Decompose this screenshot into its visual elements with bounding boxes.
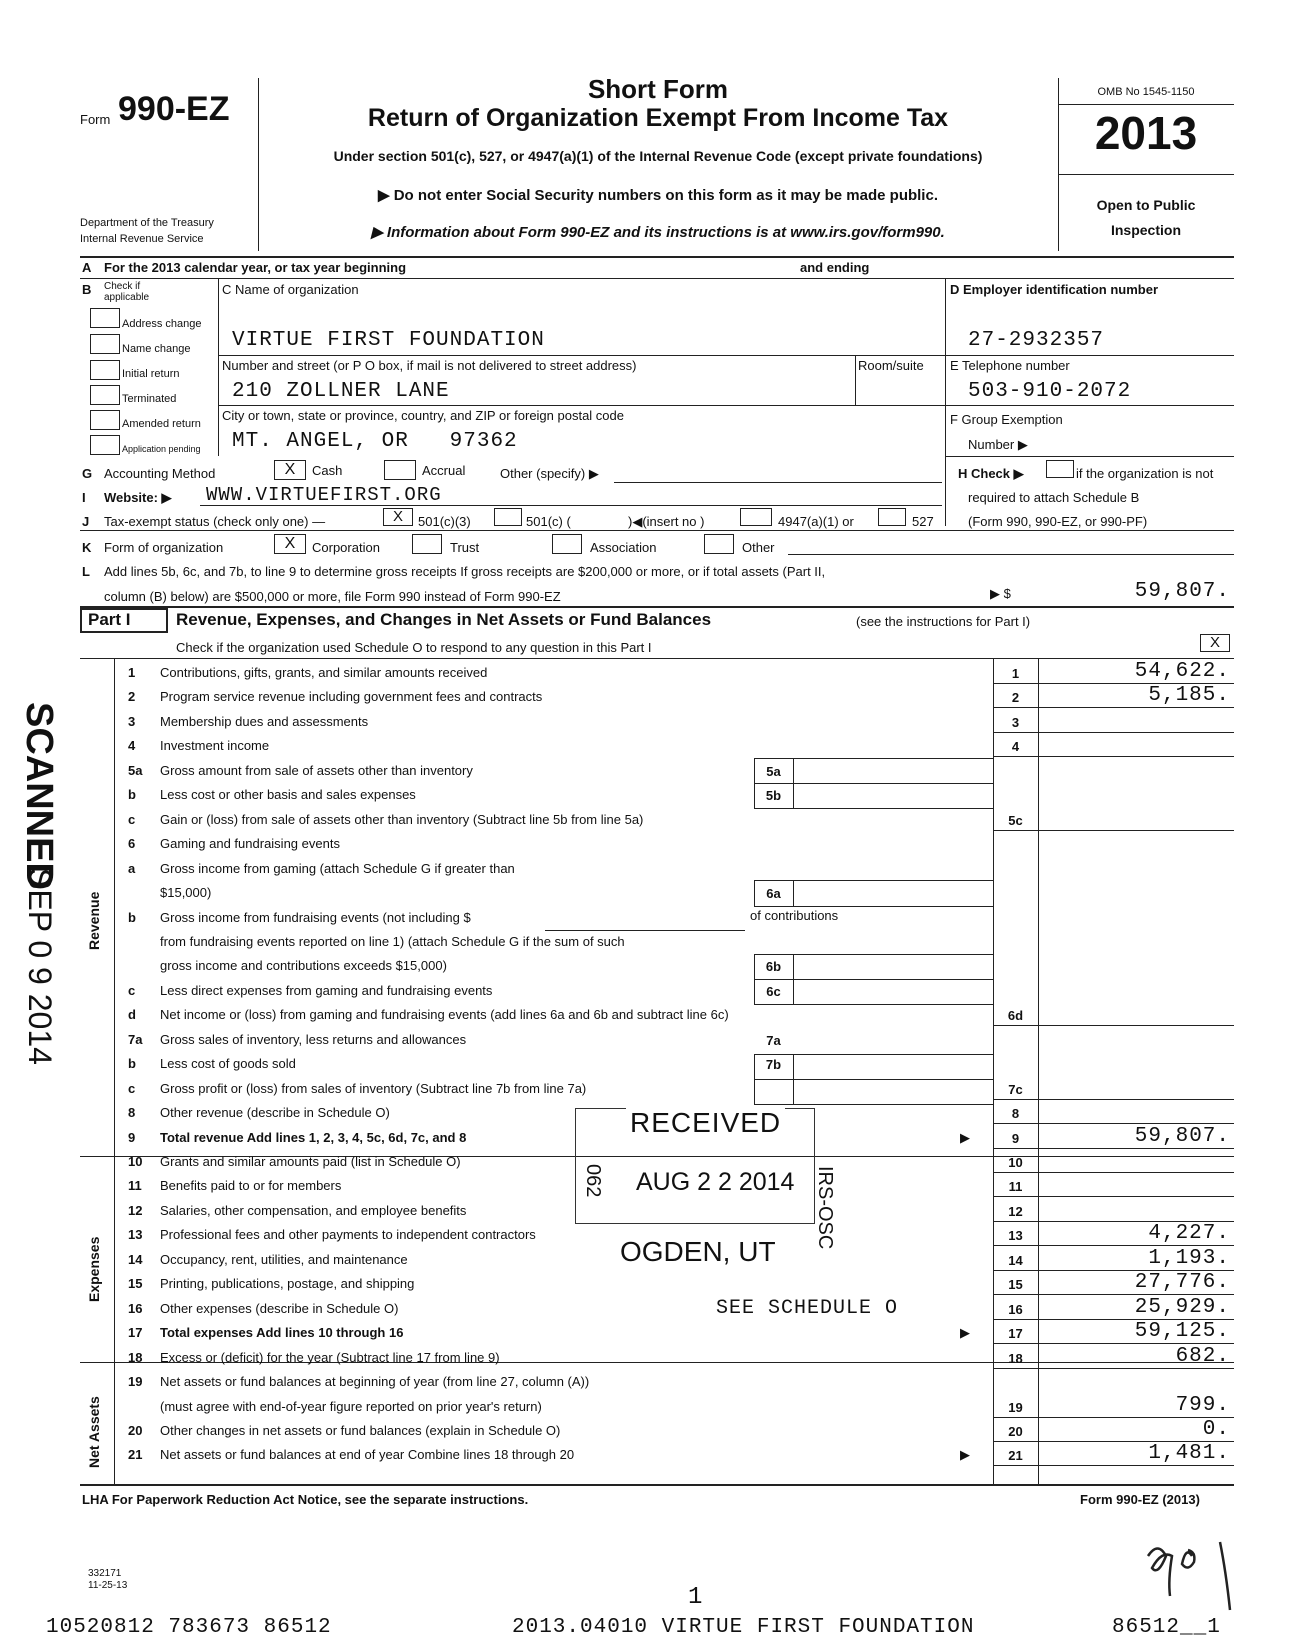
line-text: gross income and contributions exceeds $15,000) (160, 958, 447, 973)
line-text: Occupancy, rent, utilities, and maintenance (160, 1252, 408, 1267)
line-text: Total expenses Add lines 10 through 16 (160, 1325, 404, 1340)
line-number: 12 (128, 1203, 143, 1218)
city-state-zip[interactable]: MT. ANGEL, OR 97362 (232, 430, 518, 453)
form-prefix: Form (80, 112, 111, 127)
line-text: Other revenue (describe in Schedule O) (160, 1105, 390, 1120)
scanned-date: SEP 0 9 2014 (22, 868, 58, 1065)
line-number: 10 (128, 1154, 143, 1169)
line-amount[interactable]: 4,227. (1148, 1222, 1230, 1245)
line-arrow: ▶ (960, 1325, 970, 1340)
line-separator (993, 1172, 1234, 1173)
open-public-2: Inspection (1110, 222, 1181, 238)
sub-line-amount-field[interactable] (796, 955, 992, 975)
line-a-label: A (82, 260, 92, 275)
527-checkbox[interactable] (878, 508, 906, 526)
line-separator (993, 732, 1234, 733)
line-amount[interactable]: 54,622. (1134, 660, 1230, 683)
line-separator (993, 1148, 1234, 1149)
sub-line-box: 6b (765, 959, 782, 974)
line-text: Other changes in net assets or fund balances (explain in Schedule O) (160, 1423, 561, 1438)
sub-line-amount-field[interactable] (796, 980, 992, 1000)
line-number: c (128, 983, 136, 998)
line-number: 18 (128, 1350, 143, 1365)
501c-label: 501(c) ( (526, 514, 571, 529)
line-number: 1 (128, 665, 136, 680)
accrual-label: Accrual (422, 463, 466, 478)
phone-label: E Telephone number (950, 358, 1070, 373)
line-number: 16 (128, 1301, 143, 1316)
insert-no-label: )◀(insert no ) (628, 514, 705, 529)
line-number: 6 (128, 836, 136, 851)
527-label: 527 (912, 514, 934, 529)
schedule-o-checkbox[interactable]: X (1200, 634, 1230, 652)
group-exemption-label: F Group Exemption (950, 412, 1063, 427)
stamp-code-right: IRS-OSC (814, 1166, 836, 1250)
omb-number: OMB No 1545-1150 (1097, 86, 1195, 98)
cash-checkbox[interactable]: X (274, 460, 306, 480)
line-number: 13 (128, 1227, 143, 1242)
line-text: Other expenses (describe in Schedule O) (160, 1301, 399, 1316)
line-h-text-3: (Form 990, 990-EZ, or 990-PF) (968, 514, 1148, 529)
check-if-applicable: Check if applicable (104, 281, 150, 303)
line-text: (must agree with end-of-year figure reported on prior year's return) (160, 1399, 542, 1414)
website-label: Website: ▶ (104, 490, 172, 505)
line-box-number: 6d (1007, 1008, 1024, 1023)
line-box-number: 9 (1011, 1131, 1020, 1146)
line-l-text-1: Add lines 5b, 6c, and 7b, to line 9 to determine gross receipts If gross receipts are $200,000 or more, or if total assets (Part II, (104, 564, 826, 579)
sub-line-box: 6c (766, 984, 781, 999)
line-text: Net income or (loss) from gaming and fundraising events (add lines 6a and 6b and subtract line 6c) (160, 1007, 729, 1022)
line-amount[interactable]: 0. (1202, 1418, 1230, 1441)
name-change-checkbox[interactable] (90, 334, 120, 354)
line-amount[interactable]: 59,807. (1134, 1125, 1230, 1148)
form-title: Return of Organization Exempt From Income Tax (367, 104, 949, 132)
line-text: Net assets or fund balances at beginning of year (from line 27, column (A)) (160, 1374, 590, 1389)
bottom-right-code: 86512__1 (1112, 1616, 1221, 1639)
line-extra-text: of contributions (750, 908, 839, 923)
sub-line-box: 5b (765, 788, 782, 803)
address-change-label: Address change (122, 318, 202, 330)
line-separator (993, 1099, 1234, 1100)
line-text: Gross sales of inventory, less returns and allowances (160, 1032, 467, 1047)
line-separator (993, 756, 1234, 757)
stamp-date: AUG 2 2 2014 (636, 1168, 795, 1196)
line-box-number: 12 (1008, 1204, 1023, 1219)
application-pending-checkbox[interactable] (90, 435, 120, 455)
sub-line-amount-field[interactable] (796, 760, 992, 780)
line-l-arrow: ▶ $ (990, 586, 1011, 601)
line-text: Gross profit or (loss) from sales of inventory (Subtract line 7b from line 7a) (160, 1081, 587, 1096)
line-text: Investment income (160, 738, 270, 753)
line-k-label: K (82, 540, 92, 555)
sub-line-amount-field[interactable] (796, 882, 992, 902)
line-box-number: 7c (1008, 1082, 1023, 1097)
side-label-net-assets: Net Assets (86, 1396, 102, 1468)
line-arrow: ▶ (960, 1130, 970, 1145)
line-text: Gross income from fundraising events (not including $ (160, 910, 471, 925)
gross-receipts-amount[interactable]: 59,807. (1134, 580, 1230, 603)
501c3-checkbox[interactable]: X (383, 508, 413, 526)
line-g-label: G (82, 466, 93, 481)
line-box-number: 13 (1008, 1228, 1023, 1243)
line-text: Contributions, gifts, grants, and similar amounts received (160, 665, 488, 680)
corporation-label: Corporation (312, 540, 380, 555)
side-label-revenue: Revenue (86, 891, 102, 950)
ein-value[interactable]: 27-2932357 (968, 329, 1105, 352)
line-h-text: if the organization is not (1076, 466, 1214, 481)
schedule-o-check-text: Check if the organization used Schedule O to respond to any question in this Part I (176, 640, 652, 655)
line-text: Excess or (deficit) for the year (Subtract line 17 from line 9) (160, 1350, 500, 1365)
initial-return-label: Initial return (122, 368, 180, 380)
city-label: City or town, state or province, country, and ZIP or foreign postal code (222, 408, 624, 423)
line-box-number: 8 (1011, 1106, 1020, 1121)
terminated-checkbox[interactable] (90, 385, 120, 405)
line-number: 3 (128, 714, 136, 729)
line-number: 15 (128, 1276, 143, 1291)
line-text: Total revenue Add lines 1, 2, 3, 4, 5c, 6d, 7c, and 8 (160, 1130, 467, 1145)
line-amount[interactable]: 59,125. (1134, 1320, 1230, 1343)
other-org-label: Other (742, 540, 775, 555)
part1-label: Part I (88, 610, 131, 629)
line-h-text-2: required to attach Schedule B (968, 490, 1140, 505)
handwritten-initials-icon (1128, 1536, 1238, 1616)
form-subtitle: Under section 501(c), 527, or 4947(a)(1) of the Internal Revenue Code (except private foundations) (333, 148, 983, 164)
line-box-number: 17 (1008, 1326, 1023, 1341)
ein-label: D Employer identification number (950, 282, 1159, 297)
line-box-number: 5c (1008, 813, 1023, 828)
lha-notice: LHA For Paperwork Reduction Act Notice, see the separate instructions. (82, 1492, 529, 1507)
4947-label: 4947(a)(1) or (778, 514, 854, 529)
line-text: Benefits paid to or for members (160, 1178, 342, 1193)
line-number: 20 (128, 1423, 143, 1438)
line-separator (993, 1465, 1234, 1466)
amended-return-label: Amended return (122, 418, 201, 430)
line-amount[interactable]: 1,193. (1148, 1247, 1230, 1270)
line-number: 8 (128, 1105, 136, 1120)
line-number: a (128, 861, 136, 876)
part1-title-note: (see the instructions for Part I) (856, 614, 1031, 629)
line-amount[interactable]: 799. (1175, 1394, 1230, 1417)
stamp-city: OGDEN, UT (616, 1236, 780, 1268)
scanned-word: SCANNED (18, 702, 60, 890)
footer-code-2: 11-25-13 (88, 1580, 128, 1591)
org-name[interactable]: VIRTUE FIRST FOUNDATION (232, 329, 545, 352)
line-a-text: For the 2013 calendar year, or tax year beginning (104, 260, 407, 275)
line-separator (993, 1123, 1234, 1124)
line-amount[interactable]: 25,929. (1134, 1296, 1230, 1319)
line-a-ending: and ending (800, 260, 870, 275)
line-amount[interactable]: 27,776. (1134, 1271, 1230, 1294)
terminated-label: Terminated (122, 393, 177, 405)
line-amount[interactable]: 5,185. (1148, 684, 1230, 707)
name-change-label: Name change (122, 343, 191, 355)
sub-line-box: 7a (766, 1033, 781, 1048)
line-text: Professional fees and other payments to independent contractors (160, 1227, 536, 1242)
room-suite-label: Room/suite (858, 358, 924, 373)
line-amount[interactable]: 682. (1175, 1345, 1230, 1368)
line-number: d (128, 1007, 136, 1022)
association-label: Association (590, 540, 657, 555)
line-text: Printing, publications, postage, and shipping (160, 1276, 415, 1291)
sub-line-box: 6a (766, 886, 781, 901)
line-separator (993, 1343, 1234, 1344)
line-note: SEE SCHEDULE O (716, 1297, 899, 1320)
4947-checkbox[interactable] (740, 508, 772, 526)
line-number: 21 (128, 1447, 143, 1462)
form-reference: Form 990-EZ (2013) (1080, 1492, 1200, 1507)
line-number: 17 (128, 1325, 143, 1340)
line-box-number: 3 (1011, 715, 1020, 730)
cash-label: Cash (312, 463, 343, 478)
org-name-label: C Name of organization (222, 282, 359, 297)
line-text: Gross income from gaming (attach Schedule G if greater than (160, 861, 515, 876)
line-text: Gain or (loss) from sale of assets other than inventory (Subtract line 5b from line 5a) (160, 812, 644, 827)
line-number: 11 (128, 1178, 142, 1193)
line-text: Less cost of goods sold (160, 1056, 296, 1071)
tax-year: 2013 (1094, 107, 1198, 159)
form-number: 990-EZ (118, 90, 230, 128)
line-separator (993, 1025, 1234, 1026)
sub-line-box: 7b (765, 1057, 782, 1072)
line-box-number: 10 (1008, 1155, 1023, 1170)
line-text: $15,000) (160, 885, 212, 900)
stamp-code-left: 062 (582, 1164, 604, 1198)
line-text: Less cost or other basis and sales expenses (160, 787, 416, 802)
dept-treasury: Department of the Treasury (80, 217, 214, 229)
line-box-number: 18 (1008, 1351, 1023, 1366)
schedule-b-checkbox[interactable] (1046, 460, 1074, 478)
line-box-number: 14 (1008, 1253, 1023, 1268)
amended-return-checkbox[interactable] (90, 410, 120, 430)
accrual-checkbox[interactable] (384, 460, 416, 480)
line-box-number: 20 (1008, 1424, 1023, 1439)
tax-exempt-status-label: Tax-exempt status (check only one) — (104, 514, 326, 529)
line-text: from fundraising events reported on line 1) (attach Schedule G if the sum of such (160, 934, 625, 949)
line-j-label: J (82, 514, 90, 529)
line-number: b (128, 787, 136, 802)
notice-info: ▶ Information about Form 990-EZ and its instructions is at www.irs.gov/form990. (371, 224, 945, 241)
line-amount[interactable]: 1,481. (1148, 1442, 1230, 1465)
form-title-short: Short Form (587, 74, 729, 104)
line-box-number: 4 (1011, 739, 1020, 754)
line-b-label: B (82, 282, 92, 297)
line-box-number: 19 (1008, 1400, 1023, 1415)
line-text: Membership dues and assessments (160, 714, 369, 729)
line-l-text-2: column (B) below) are $500,000 or more, file Form 990 instead of Form 990-EZ (104, 589, 561, 604)
line-number: c (128, 1081, 136, 1096)
line-number: 2 (128, 689, 136, 704)
line-box-number: 16 (1008, 1302, 1023, 1317)
accounting-method-label: Accounting Method (104, 466, 216, 481)
stamp-received: RECEIVED (626, 1107, 785, 1139)
line-box-number: 21 (1008, 1448, 1023, 1463)
notice-ssn: ▶ Do not enter Social Security numbers on this form as it may be made public. (378, 187, 938, 204)
line-number: 5a (128, 763, 143, 778)
dept-irs: Internal Revenue Service (80, 233, 204, 245)
open-public-1: Open to Public (1096, 197, 1196, 213)
line-number: b (128, 910, 136, 925)
501c-checkbox[interactable] (494, 508, 522, 526)
initial-return-checkbox[interactable] (90, 360, 120, 380)
line-separator (993, 1368, 1234, 1369)
side-label-expenses: Expenses (86, 1236, 102, 1302)
line-box-number: 2 (1011, 690, 1020, 705)
line-box-number: 15 (1008, 1277, 1023, 1292)
line-number: 4 (128, 738, 136, 753)
line-arrow: ▶ (960, 1447, 970, 1462)
footer-code-1: 332171 (88, 1568, 122, 1579)
line-separator (993, 1294, 1234, 1295)
line-text: Grants and similar amounts paid (list in Schedule O) (160, 1154, 461, 1169)
line-box-number: 11 (1008, 1179, 1023, 1194)
line-text: Net assets or fund balances at end of year Combine lines 18 through 20 (160, 1447, 575, 1462)
line-text: Salaries, other compensation, and employee benefits (160, 1203, 467, 1218)
line-text: Gross amount from sale of assets other than inventory (160, 763, 473, 778)
bottom-left-code: 10520812 783673 86512 (46, 1616, 332, 1639)
address-change-checkbox[interactable] (90, 308, 120, 328)
line-number: 14 (128, 1252, 143, 1267)
other-method-label: Other (specify) ▶ (500, 466, 599, 481)
line-number: c (128, 812, 136, 827)
phone-value[interactable]: 503-910-2072 (968, 380, 1132, 403)
sub-line-amount-field[interactable] (796, 1053, 992, 1073)
part1-title: Revenue, Expenses, and Changes in Net Assets or Fund Balances (176, 610, 712, 629)
line-number: b (128, 1056, 136, 1071)
line-box-number: 1 (1011, 666, 1020, 681)
line-separator (993, 830, 1234, 831)
street-label: Number and street (or P O box, if mail is not delivered to street address) (222, 358, 637, 373)
line-separator (993, 1196, 1234, 1197)
corporation-checkbox[interactable]: X (274, 534, 306, 554)
bottom-mid-code: 2013.04010 VIRTUE FIRST FOUNDATION (512, 1616, 975, 1639)
other-org-checkbox[interactable] (704, 534, 734, 554)
line-number: 7a (128, 1032, 143, 1047)
line-text: Less direct expenses from gaming and fundraising events (160, 983, 493, 998)
sub-line-box: 5a (766, 764, 781, 779)
line-h-check: H Check ▶ (958, 466, 1024, 481)
trust-label: Trust (450, 540, 480, 555)
sub-line-amount-field[interactable] (796, 784, 992, 804)
line-i-label: I (82, 490, 86, 505)
line-number: 9 (128, 1130, 136, 1145)
form-of-org-label: Form of organization (104, 540, 224, 555)
page-number: 1 (688, 1584, 703, 1611)
group-exemption-number: Number ▶ (968, 437, 1028, 452)
line-l-label: L (82, 564, 90, 579)
website-value[interactable]: WWW.VIRTUEFIRST.ORG (206, 484, 442, 506)
street-address[interactable]: 210 ZOLLNER LANE (232, 380, 450, 403)
application-pending-label: Application pending (122, 444, 201, 454)
501c3-label: 501(c)(3) (418, 514, 471, 529)
line-separator (993, 1245, 1234, 1246)
trust-checkbox[interactable] (412, 534, 442, 554)
association-checkbox[interactable] (552, 534, 582, 554)
line-separator (993, 707, 1234, 708)
line-text: Gaming and fundraising events (160, 836, 340, 851)
sub-line-amount-field[interactable] (796, 1029, 992, 1049)
line-number: 19 (128, 1374, 143, 1389)
line-text: Program service revenue including government fees and contracts (160, 689, 543, 704)
